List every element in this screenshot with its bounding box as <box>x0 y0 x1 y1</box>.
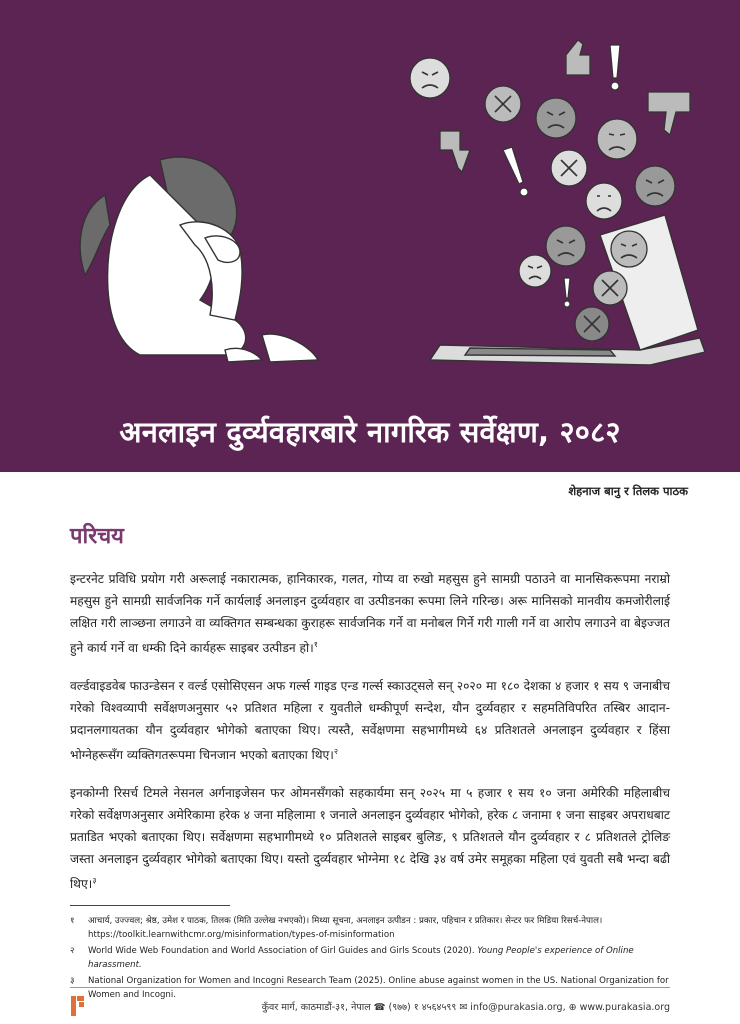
footnote-3: ३ National Organization for Women and Incogni Research Team (2025). Online abuse against women in the US. National Organization for Women and Incogni. <box>70 976 669 1000</box>
footnote-ref-2[interactable]: २ <box>333 747 339 757</box>
paragraph-2: वर्ल्डवाइडवेब फाउन्डेसन र वर्ल्ड एसोसिएसन अफ गर्ल्स गाइड एन्ड गर्ल्स स्काउट्सले सन् २०२० मा १८० देशका ४ हजार १ सय ९ जनाबीच गरेको विश्वव्यापी सर्वेक्षणअनुसार ५२ प्रतिशत महिला र युवतीले धम्कीपूर्ण सन्देश, यौन दुर्व्यवहार र सहमतिविपरित तस्बिर आदान-प्रदानलगायतका यौन दुर्व्यवहार भोगेको बताएका थिए। त्यस्तै, सर्वेक्षणमा सहभागीमध्ये ६४ प्रतिशतले अनलाइन दुर्व्यवहार र हिंसा भोग्नेहरूसँग व्यक्तिगतरूपमा चिनजान भएको बताएका थिए।$^२$ <box>70 679 670 763</box>
thumbs-down-icon <box>648 92 690 135</box>
exclamation-icon <box>564 278 570 298</box>
section-heading: परिचय <box>70 524 124 549</box>
footnote-ref-1[interactable]: १ <box>313 640 318 649</box>
paragraph-3: इनकोग्नी रिसर्च टिमले नेसनल अर्गनाइजेसन फर ओमनसँगको सहकार्यमा सन् २०२५ मा ५ हजार १ सय १० जना अमेरिकी महिलाबीच गरेको सर्वेक्षणअनुसार अमेरिकामा हरेक ४ जना महिलामा १ जनाले अनलाइन दुर्व्यवहार भोगेको, हरेक ८ जनामा १ जना साइबर अपराधबाट प्रताडित भएको बताएका थिए। सर्वेक्षणमा सहभागीमध्ये १० प्रतिशतले साइबर बुलिङ, ९ प्रतिशतले यौन दुर्व्यवहार र ८ प्रतिशतले ट्रोलिङ जस्ता अनलाइन दुर्व्यवहार भोगेको बताएका थिए। यस्तो दुर्व्यवहार भोग्नेमा १८ देखि ३४ वर्ष उमेर समूहका महिला एवं युवती सबै भन्दा बढी थिए।$^३$ <box>70 786 670 892</box>
exclamation-icon <box>503 147 523 184</box>
footnote-2: २ World Wide Web Foundation and World Association of Girl Guides and Girls Scouts (2020). Young People's experience of Online harassment. <box>70 946 634 970</box>
sad-face-icon <box>597 119 637 159</box>
paragraph-1: इन्टरनेट प्रविधि प्रयोग गरी अरूलाई नकारात्मक, हानिकारक, गलत, गोप्य वा रुखो महसुस हुने सामग्री पठाउने वा मानसिकरूपमा नराम्रो महसुस हुने सामग्री सार्वजनिक गर्ने कार्यलाई अनलाइन दुर्व्यवहार वा उत्पीडनका रूपमा लिने गरिन्छ। अरू मानिसको मानवीय कमजोरीलाई लक्षित गरी लाञ्छना लगाउने वा व्यक्तिगत सम्बन्धका कुराहरू सार्वजनिक गर्ने वा मनोबल गिर्ने गरी गाली गर्ने वा आरोप लगाउने वा बेइज्जत हुने कार्य गर्ने वा धम्की दिने कार्यहरू साइबर उत्पीडन हो।$^१$ <box>70 572 670 656</box>
angry-face-icon <box>519 255 551 287</box>
footer-divider <box>70 987 670 988</box>
illustration <box>0 0 740 472</box>
sad-face-icon <box>586 183 622 219</box>
angry-face-icon <box>410 58 450 98</box>
angry-face-icon <box>611 231 647 267</box>
hero-banner <box>0 0 740 472</box>
footnotes <box>70 915 680 1005</box>
thumbs-down-icon <box>440 131 470 172</box>
footer-address: कुँवर मार्ग, काठमाडौं-३१, नेपाल ☎ (९७७) १ ४५६४५९९ ✉ info@purakasia.org, ⊕ www.purakasia.org <box>261 1002 670 1013</box>
angry-face-icon <box>546 226 586 266</box>
authors: शेहनाज बानु र तिलक पाठक <box>568 484 688 498</box>
footnote-divider <box>70 905 230 906</box>
page-title: अनलाइन दुर्व्यवहारबारे नागरिक सर्वेक्षण, २०८२ <box>119 415 621 449</box>
angry-face-icon <box>635 166 675 206</box>
woman-sitting-illustration <box>80 157 318 362</box>
purak-asia-logo-icon <box>70 995 86 1017</box>
angry-face-icon <box>536 98 576 138</box>
footnote-1: १ आचार्य, उज्ज्वल; श्रेष्ठ, उमेश र पाठक, तिलक (मिति उल्लेख नभएको)। मिथ्या सूचना, अनलाइन उत्पीडन : प्रकार, पहिचान र प्रतिकार। सेन्टर फर मिडिया रिसर्च-नेपाल। https://toolkit.learnwithcmr.org/misinformation/types-of-misinformation <box>70 916 603 940</box>
exclamation-icon <box>610 45 620 78</box>
body-text <box>70 568 670 911</box>
footnote-ref-3[interactable]: ३ <box>92 876 97 886</box>
thumbs-up-icon <box>566 40 590 75</box>
